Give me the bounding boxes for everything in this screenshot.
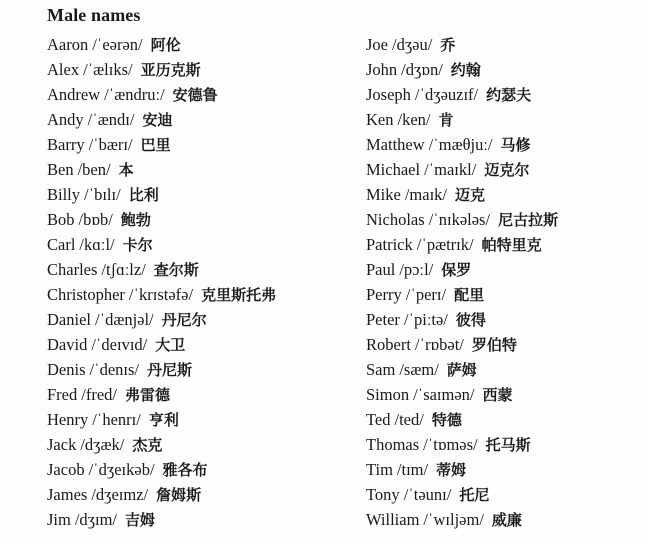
- chinese-name: 彼得: [455, 311, 486, 329]
- name-entry: [47, 107, 276, 132]
- chinese-name: 本: [118, 161, 134, 179]
- chinese-name: 杰克: [132, 436, 163, 454]
- name-entry: [47, 157, 276, 182]
- ipa-pronunciation: /ˈmaɪkl/: [424, 160, 477, 179]
- name-entry: [47, 82, 276, 107]
- name-entry: [47, 457, 276, 482]
- ipa-pronunciation: /tʃɑːlz/: [101, 260, 146, 279]
- english-name: David: [47, 335, 88, 354]
- chinese-name: 亨利: [148, 411, 179, 429]
- english-name: Perry: [366, 285, 402, 304]
- english-name: Sam: [366, 360, 396, 379]
- name-entry: [366, 357, 558, 382]
- name-entry: [366, 232, 558, 257]
- ipa-pronunciation: /sæm/: [399, 360, 439, 379]
- ipa-pronunciation: /pɔːl/: [399, 260, 434, 279]
- chinese-name: 肯: [438, 111, 454, 129]
- ipa-pronunciation: /ted/: [394, 410, 424, 429]
- chinese-name: 弗雷德: [124, 386, 170, 404]
- ipa-pronunciation: /maɪk/: [404, 185, 448, 204]
- chinese-name: 巴里: [140, 136, 171, 154]
- name-entry: [366, 82, 558, 107]
- ipa-pronunciation: /ˈbærɪ/: [88, 135, 133, 154]
- section-heading: Male names: [47, 5, 141, 25]
- ipa-pronunciation: /ˈwɪljəm/: [423, 510, 484, 529]
- name-entry: [47, 182, 276, 207]
- name-entry: [47, 257, 276, 282]
- ipa-pronunciation: /ˈperɪ/: [405, 285, 447, 304]
- chinese-name: 比利: [128, 186, 159, 204]
- ipa-pronunciation: /fred/: [81, 385, 117, 404]
- ipa-pronunciation: /ˈkrɪstəfə/: [128, 285, 194, 304]
- english-name: Ben: [47, 160, 74, 179]
- name-entry: [47, 332, 276, 357]
- name-entry: [47, 507, 276, 532]
- chinese-name: 约翰: [450, 61, 481, 79]
- chinese-name: 卡尔: [122, 236, 153, 254]
- english-name: Michael: [366, 160, 421, 179]
- english-name: Simon: [366, 385, 410, 404]
- ipa-pronunciation: /ˈælɪks/: [83, 60, 133, 79]
- english-name: Ted: [366, 410, 391, 429]
- ipa-pronunciation: /ˈnɪkələs/: [428, 210, 491, 229]
- name-entry: [366, 107, 558, 132]
- english-name: Jack: [47, 435, 77, 454]
- ipa-pronunciation: /ˈdʒəuzɪf/: [414, 85, 479, 104]
- chinese-name: 威廉: [491, 511, 522, 529]
- english-name: Ken: [366, 110, 394, 129]
- name-entry: [366, 432, 558, 457]
- english-name: Tim: [366, 460, 393, 479]
- english-name: Nicholas: [366, 210, 425, 229]
- ipa-pronunciation: /ˈpætrɪk/: [416, 235, 474, 254]
- english-name: Thomas: [366, 435, 420, 454]
- chinese-name: 马修: [500, 136, 531, 154]
- name-entry: [366, 182, 558, 207]
- ipa-pronunciation: /ˈeərən/: [92, 35, 143, 54]
- ipa-pronunciation: /tɪm/: [396, 460, 429, 479]
- ipa-pronunciation: /ˈtəunɪ/: [403, 485, 452, 504]
- chinese-name: 罗伯特: [471, 336, 517, 354]
- english-name: Aaron: [47, 35, 89, 54]
- name-entry: [47, 282, 276, 307]
- name-entry: [366, 207, 558, 232]
- english-name: Tony: [366, 485, 400, 504]
- english-name: Daniel: [47, 310, 91, 329]
- chinese-name: 托马斯: [485, 436, 531, 454]
- chinese-name: 詹姆斯: [156, 486, 202, 504]
- ipa-pronunciation: /ˈdeɪvɪd/: [91, 335, 148, 354]
- name-entry: [366, 57, 558, 82]
- chinese-name: 丹尼尔: [161, 311, 207, 329]
- english-name: Matthew: [366, 135, 425, 154]
- ipa-pronunciation: /dʒɪm/: [74, 510, 118, 529]
- ipa-pronunciation: /ˈrɒbət/: [414, 335, 464, 354]
- name-entry: [366, 157, 558, 182]
- chinese-name: 查尔斯: [153, 261, 199, 279]
- ipa-pronunciation: /dʒeɪmz/: [91, 485, 149, 504]
- chinese-name: 特德: [431, 411, 462, 429]
- english-name: Jim: [47, 510, 71, 529]
- name-entry: [47, 432, 276, 457]
- english-name: Paul: [366, 260, 396, 279]
- name-entry: [47, 382, 276, 407]
- english-name: Joseph: [366, 85, 411, 104]
- chinese-name: 安迪: [142, 111, 173, 129]
- english-name: James: [47, 485, 88, 504]
- ipa-pronunciation: /kɑːl/: [79, 235, 115, 254]
- english-name: Joe: [366, 35, 388, 54]
- english-name: Peter: [366, 310, 400, 329]
- chinese-name: 配里: [454, 286, 485, 304]
- name-entry: [366, 457, 558, 482]
- chinese-name: 阿伦: [150, 36, 181, 54]
- name-entry: [366, 257, 558, 282]
- ipa-pronunciation: /ˈbɪlɪ/: [84, 185, 121, 204]
- chinese-name: 约瑟夫: [486, 86, 532, 104]
- english-name: Bob: [47, 210, 75, 229]
- name-entry: [47, 207, 276, 232]
- chinese-name: 乔: [440, 36, 456, 54]
- english-name: Robert: [366, 335, 411, 354]
- english-name: Billy: [47, 185, 81, 204]
- chinese-name: 亚历克斯: [140, 61, 201, 79]
- name-entry: [47, 32, 276, 57]
- english-name: Mike: [366, 185, 401, 204]
- chinese-name: 大卫: [155, 336, 186, 354]
- name-entry: [366, 332, 558, 357]
- ipa-pronunciation: /ˈmæθjuː/: [428, 135, 493, 154]
- chinese-name: 西蒙: [482, 386, 513, 404]
- chinese-name: 吉姆: [125, 511, 156, 529]
- chinese-name: 迈克: [455, 186, 486, 204]
- english-name: Christopher: [47, 285, 125, 304]
- ipa-pronunciation: /ken/: [397, 110, 431, 129]
- name-entry: [366, 407, 558, 432]
- chinese-name: 迈克尔: [484, 161, 530, 179]
- ipa-pronunciation: /ˈændruː/: [104, 85, 165, 104]
- ipa-pronunciation: /dʒæk/: [80, 435, 125, 454]
- name-entry: [47, 407, 276, 432]
- name-column-right: [366, 32, 558, 532]
- name-entry: [47, 57, 276, 82]
- chinese-name: 雅各布: [162, 461, 208, 479]
- ipa-pronunciation: /ˈændɪ/: [87, 110, 135, 129]
- english-name: Charles: [47, 260, 98, 279]
- name-entry: [47, 357, 276, 382]
- name-entry: [366, 507, 558, 532]
- chinese-name: 尼古拉斯: [498, 211, 559, 229]
- ipa-pronunciation: /ˈdænjəl/: [94, 310, 154, 329]
- english-name: Denis: [47, 360, 86, 379]
- chinese-name: 萨姆: [446, 361, 477, 379]
- name-column-left: [47, 32, 276, 532]
- english-name: Barry: [47, 135, 85, 154]
- ipa-pronunciation: /dʒɒn/: [401, 60, 443, 79]
- english-name: Patrick: [366, 235, 413, 254]
- chinese-name: 丹尼斯: [147, 361, 193, 379]
- chinese-name: 托尼: [459, 486, 490, 504]
- english-name: John: [366, 60, 398, 79]
- ipa-pronunciation: /ˈpiːtə/: [403, 310, 448, 329]
- ipa-pronunciation: /bɒb/: [78, 210, 113, 229]
- english-name: Carl: [47, 235, 76, 254]
- name-entry: [47, 307, 276, 332]
- chinese-name: 保罗: [441, 261, 472, 279]
- ipa-pronunciation: /ˈdʒeɪkəb/: [88, 460, 155, 479]
- name-entry: [47, 482, 276, 507]
- chinese-name: 蒂姆: [436, 461, 467, 479]
- name-entry: [47, 132, 276, 157]
- english-name: Alex: [47, 60, 80, 79]
- ipa-pronunciation: /ˈsaɪmən/: [413, 385, 475, 404]
- chinese-name: 鲍勃: [120, 211, 151, 229]
- english-name: Fred: [47, 385, 78, 404]
- ipa-pronunciation: /ben/: [77, 160, 111, 179]
- chinese-name: 安德鲁: [172, 86, 218, 104]
- name-entry: [47, 232, 276, 257]
- ipa-pronunciation: /ˈtɒməs/: [423, 435, 478, 454]
- ipa-pronunciation: /dʒəu/: [392, 35, 433, 54]
- chinese-name: 克里斯托弗: [201, 286, 277, 304]
- english-name: Henry: [47, 410, 89, 429]
- name-entry: [366, 282, 558, 307]
- english-name: Jacob: [47, 460, 85, 479]
- ipa-pronunciation: /ˈhenrɪ/: [92, 410, 141, 429]
- name-entry: [366, 482, 558, 507]
- ipa-pronunciation: /ˈdenɪs/: [89, 360, 139, 379]
- english-name: William: [366, 510, 420, 529]
- chinese-name: 帕特里克: [481, 236, 542, 254]
- name-entry: [366, 132, 558, 157]
- name-entry: [366, 382, 558, 407]
- english-name: Andrew: [47, 85, 101, 104]
- english-name: Andy: [47, 110, 84, 129]
- name-entry: [366, 32, 558, 57]
- name-entry: [366, 307, 558, 332]
